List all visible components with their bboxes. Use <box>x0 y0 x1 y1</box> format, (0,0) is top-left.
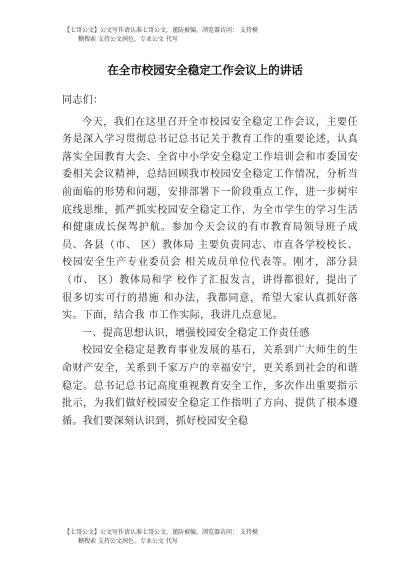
header-note-line-2: 糊搜索 支持公文润色、专业公文 代写 <box>78 36 178 43</box>
footer-note-line-2: 糊搜索 支持公文润色、专业公文 代写 <box>78 538 178 545</box>
paragraph-section-1: 校园安全稳定是教育事业发展的基石，关系到广大师生的生命财产安全，关系到千家万户的幸福安宁，更关系到社会的和谐稳定。总书记总书记高度重视教育安全工作，多次作出重要指示批示，为我们做好校园安全稳定工作指明了方向、提供了根本遵循。我们要深刻认识到，抓好校园安全稳 <box>62 345 358 427</box>
paragraph-intro: 今天，我们在这里召开全市校园安全稳定工作会议，主要任务是深入学习贯彻总书记总书记关于教育工作的重要论述，认真落实全国教育大会、全省中小学安全稳定工作培训会和市委国安委相关会议精神，总结回顾我市校园安全稳定工作情况，分析当前面临的形势和问题，安排部署下一阶段重点工作，进一步树牢底线思维，抓严抓实校园安全稳定工作，为全市学生的学习生活和健康成长保驾护航。参加今天会议的有市教育局领导班子成员、各县（市、 区）教体局 主要负责同志、市直各学校校长、校园安全生产专业委员会 相关成员单位代表等。刚才，部分县（市、 区）教体局和学 校作了汇报发言，讲得都很好，提出了很多切实可行的措施 和办法，我都同意，希望大家认真抓好落实。下面，结合我 市工作实际，我讲几点意见。 <box>62 116 358 322</box>
section-heading-1: 一、提高思想认识，增强校园安全稳定工作责任感 <box>82 327 310 339</box>
document-body <box>62 92 358 430</box>
document-title: 在全市校园安全稳定工作会议上的讲话 <box>107 63 303 77</box>
header-watermark-note <box>64 26 364 44</box>
header-note-line-1: 【七哥公文】公文写作请认准七哥公文，谨防被骗，浏览器访问： 支持模 <box>64 27 258 34</box>
salutation: 同志们： <box>62 95 104 106</box>
footer-watermark-note <box>64 528 364 546</box>
footer-note-line-1: 【七哥公文】公文写作请认准七哥公文，谨防被骗，浏览器访问： 支持模 <box>64 529 258 536</box>
